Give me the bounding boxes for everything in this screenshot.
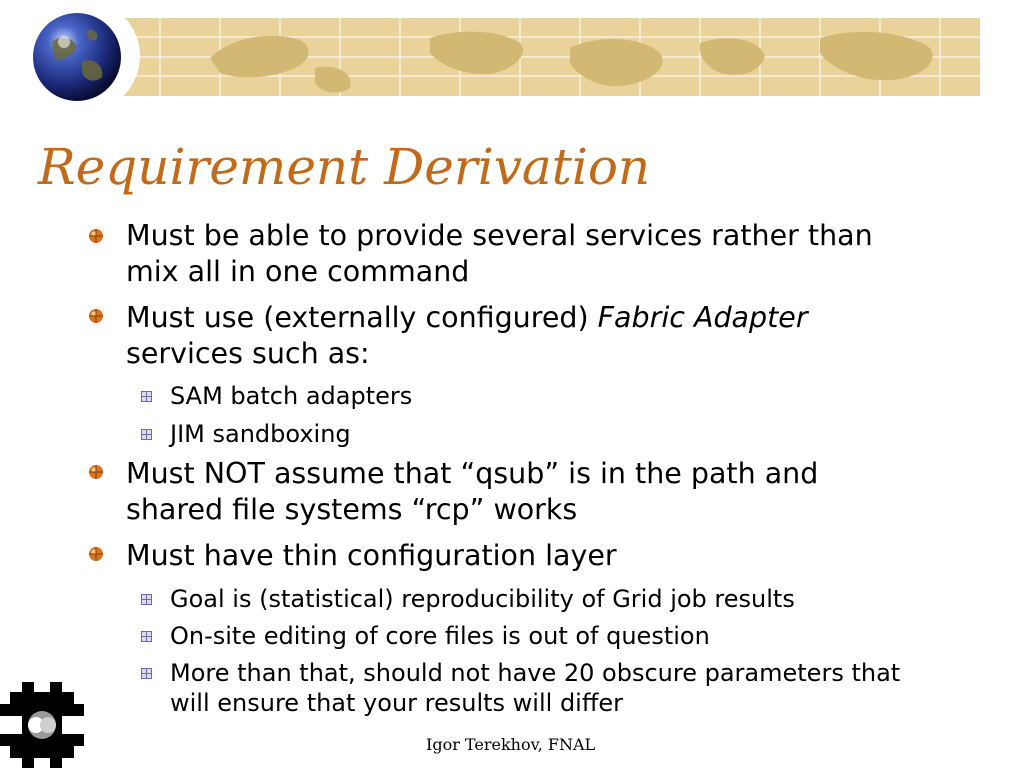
fermilab-logo-icon (0, 682, 84, 768)
sub-bullet-line: More than that, should not have 20 obscure parameters that (170, 659, 901, 687)
bullet-text (126, 300, 946, 372)
header-banner (100, 18, 980, 96)
sub-bullet-text: On-site editing of core files is out of question (170, 622, 710, 650)
bullet-icon (88, 546, 104, 562)
sub-bullet-icon (141, 594, 152, 605)
bullet-text: Must have thin configuration layer (126, 539, 617, 572)
sub-bullet-icon (141, 668, 152, 679)
slide-title: Requirement Derivation (38, 138, 651, 196)
sub-bullet-text: Goal is (statistical) reproducibility of Grid job results (170, 585, 795, 613)
bullet-line: Must be able to provide several services rather than (126, 219, 873, 252)
bullet-line (126, 300, 946, 336)
sub-bullet-text: JIM sandboxing (170, 420, 351, 448)
bullet-text-part: Must use (externally configured) (126, 301, 598, 334)
bullet-line: shared file systems “rcp” works (126, 493, 578, 526)
bullet-text (126, 218, 946, 290)
sub-bullet-text: SAM batch adapters (170, 382, 413, 410)
world-map-banner (100, 18, 980, 96)
bullet-icon (88, 464, 104, 480)
sub-bullet-text (170, 658, 960, 718)
bullet-icon (88, 308, 104, 324)
footer-author: Igor Terekhov, FNAL (426, 735, 596, 754)
bullet-line: mix all in one command (126, 255, 470, 288)
bullet-line: services such as: (126, 337, 370, 370)
sub-bullet-line: will ensure that your results will differ (170, 689, 624, 717)
sub-bullet-icon (141, 429, 152, 440)
globe-icon (32, 12, 122, 102)
bullet-icon (88, 228, 104, 244)
bullet-emphasis: Fabric Adapter (597, 301, 808, 334)
sub-bullet-icon (141, 631, 152, 642)
bullet-text (126, 456, 946, 528)
bullet-line: Must NOT assume that “qsub” is in the path and (126, 457, 819, 490)
sub-bullet-icon (141, 391, 152, 402)
